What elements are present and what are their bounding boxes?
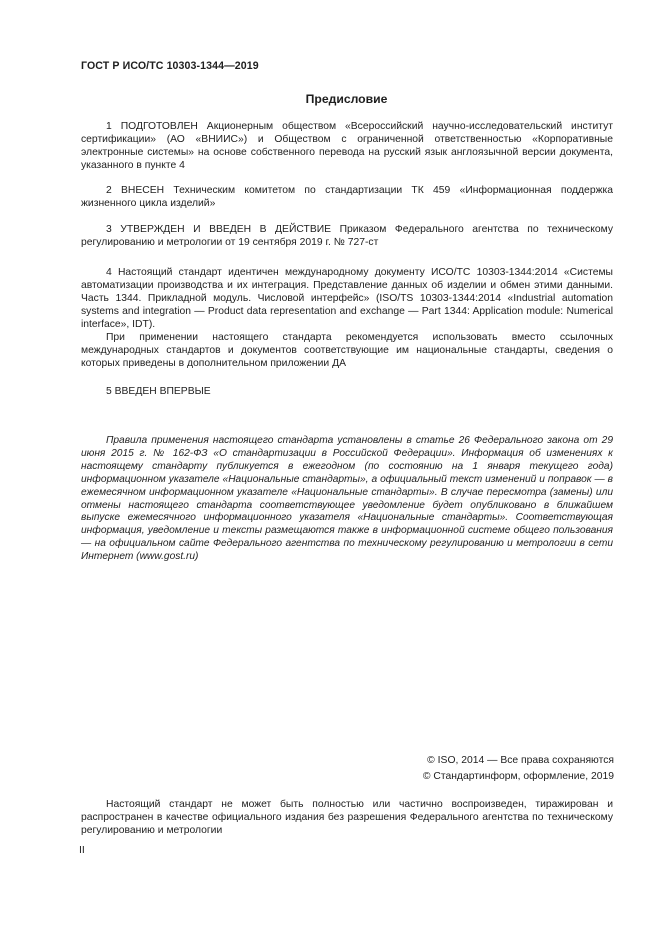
reproduction-notice: Настоящий стандарт не может быть полностью или частично воспроизведен, тиражирован и распространен в качестве официального издания без разрешения Федерального агентства по техническому регулированию и метрологии [81,799,613,836]
paragraph-identical-standard: 4 Настоящий стандарт идентичен международному документу ИСО/ТС 10303-1344:2014 «Системы автоматизации производства и их интеграция. Представление данных об изделии и обмен этими данными. Часть 1344. Прикладной модуль. Числовой интерфейс» (ISO/TS 10303-1344:2014 «Industrial automation systems and integration — Product data representation and exchange — Part 1344: Application module: Numerical interface», IDT). [81,267,613,330]
paragraph-first-introduced: 5 ВВЕДЕН ВПЕРВЫЕ [106,386,211,397]
copyright-iso: © ISO, 2014 — Все права сохраняются [427,755,614,766]
paragraph-introduced-by: 2 ВНЕСЕН Техническим комитетом по стандартизации ТК 459 «Информационная поддержка жизненного цикла изделий» [81,185,613,209]
paragraph-approved: 3 УТВЕРЖДЕН И ВВЕДЕН В ДЕЙСТВИЕ Приказом Федерального агентства по техническому регулированию и метрологии от 19 сентября 2019 г. № 727-ст [81,224,613,248]
section-title: Предисловие [305,92,388,106]
paragraph-references-note: При применении настоящего стандарта рекомендуется использовать вместо ссылочных международных стандартов и документов соответствующие им национальные стандарты, сведения о которых приведены в дополнительном приложении ДА [81,332,613,369]
document-code: ГОСТ Р ИСО/ТС 10303-1344—2019 [81,60,259,72]
page-number: II [79,844,85,856]
copyright-standartinform: © Стандартинформ, оформление, 2019 [422,771,614,782]
rules-notice: Правила применения настоящего стандарта установлены в статье 26 Федерального закона от 29 июня 2015 г. № 162-ФЗ «О стандартизации в Российской Федерации». Информация об изменениях к настоящему стандарту публикуется в ежегодном (по состоянию на 1 января текущего года) информационном указателе «Национальные стандарты», а официальный текст изменений и поправок — в ежемесячном информационном указателе «Национальные стандарты». В случае пересмотра (замены) или отмены настоящего стандарта соответствующее уведомление будет опубликовано в ближайшем выпуске ежемесячного информационного указателя «Национальные стандарты». Соответствующая информация, уведомление и тексты размещаются также в информационной системе общего пользования — на официальном сайте Федерального агентства по техническому регулированию и метрологии в сети Интернет (www.gost.ru) [81,435,613,563]
paragraph-prepared-by: 1 ПОДГОТОВЛЕН Акционерным обществом «Всероссийский научно-исследовательский институт сертификации» (АО «ВНИИС») и Обществом с ограниченной ответственностью «Корпоративные электронные системы» на основе собственного перевода на русский язык англоязычной версии документа, указанного в пункте 4 [81,121,613,171]
